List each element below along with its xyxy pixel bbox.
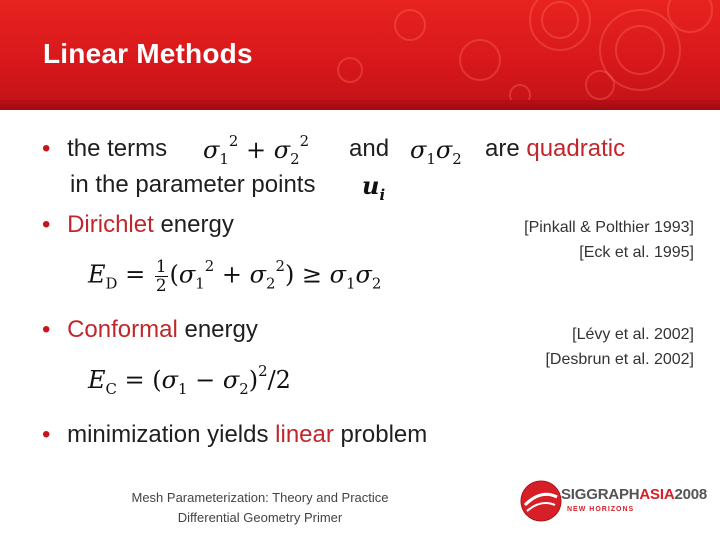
siggraph-asia-logo — [519, 476, 708, 526]
highlight-conformal: Conformal — [67, 316, 178, 343]
bullet-marker: • — [42, 135, 51, 162]
footer-course-title: Mesh Parameterization: Theory and Practice Differential Geometry Primer — [131, 490, 389, 525]
bullet-minimization: • minimization yields linear problem — [42, 421, 428, 448]
bullet-text-line2: in the parameter points — [70, 171, 316, 198]
formula-ui: $u_i$ — [362, 171, 386, 204]
citation-dirichlet: [Pinkall & Polthier 1993] [Eck et al. 1995] — [524, 219, 694, 261]
logo-swirl-icon — [519, 479, 563, 523]
formula-dirichlet-energy: $E_D$ = $\frac{1}{2}$ $(\sigma_1^2 + \sigma_2^2) \ge \sigma_1\sigma_2$ — [88, 256, 382, 295]
formula-sigma-squares: $\sigma_1^2 + \sigma_2^2$ — [203, 132, 310, 168]
formula-conformal-energy: $E_C = (\sigma_1 - \sigma_2)^2/2$ — [88, 362, 291, 398]
header-banner — [0, 0, 720, 110]
logo-wordmark: SIGGRAPHASIA2008 — [561, 486, 708, 503]
highlight-dirichlet: Dirichlet — [67, 211, 154, 238]
bullet-dirichlet: • Dirichlet energy — [42, 211, 234, 238]
bullet-conformal: • Conformal energy — [42, 316, 258, 343]
logo-tagline: NEW HORIZONS — [567, 506, 635, 513]
highlight-linear: linear — [275, 421, 334, 448]
highlight-quadratic: quadratic — [526, 135, 626, 162]
bullet-marker: • — [42, 421, 51, 448]
bullet-text-quadratic: are quadratic — [485, 135, 626, 162]
bullet-quadratic — [42, 135, 167, 163]
bullet-marker: • — [42, 211, 51, 238]
bullet-text-and: and — [349, 135, 390, 162]
formula-sigma-product: $\sigma_1\sigma_2$ — [410, 136, 462, 168]
header-band — [0, 100, 720, 110]
bullet-text: the terms — [67, 135, 168, 162]
slide-title: Linear Methods — [43, 38, 253, 69]
citation-conformal: [Lévy et al. 2002] [Desbrun et al. 2002] — [545, 326, 694, 368]
bullet-marker: • — [42, 316, 51, 343]
